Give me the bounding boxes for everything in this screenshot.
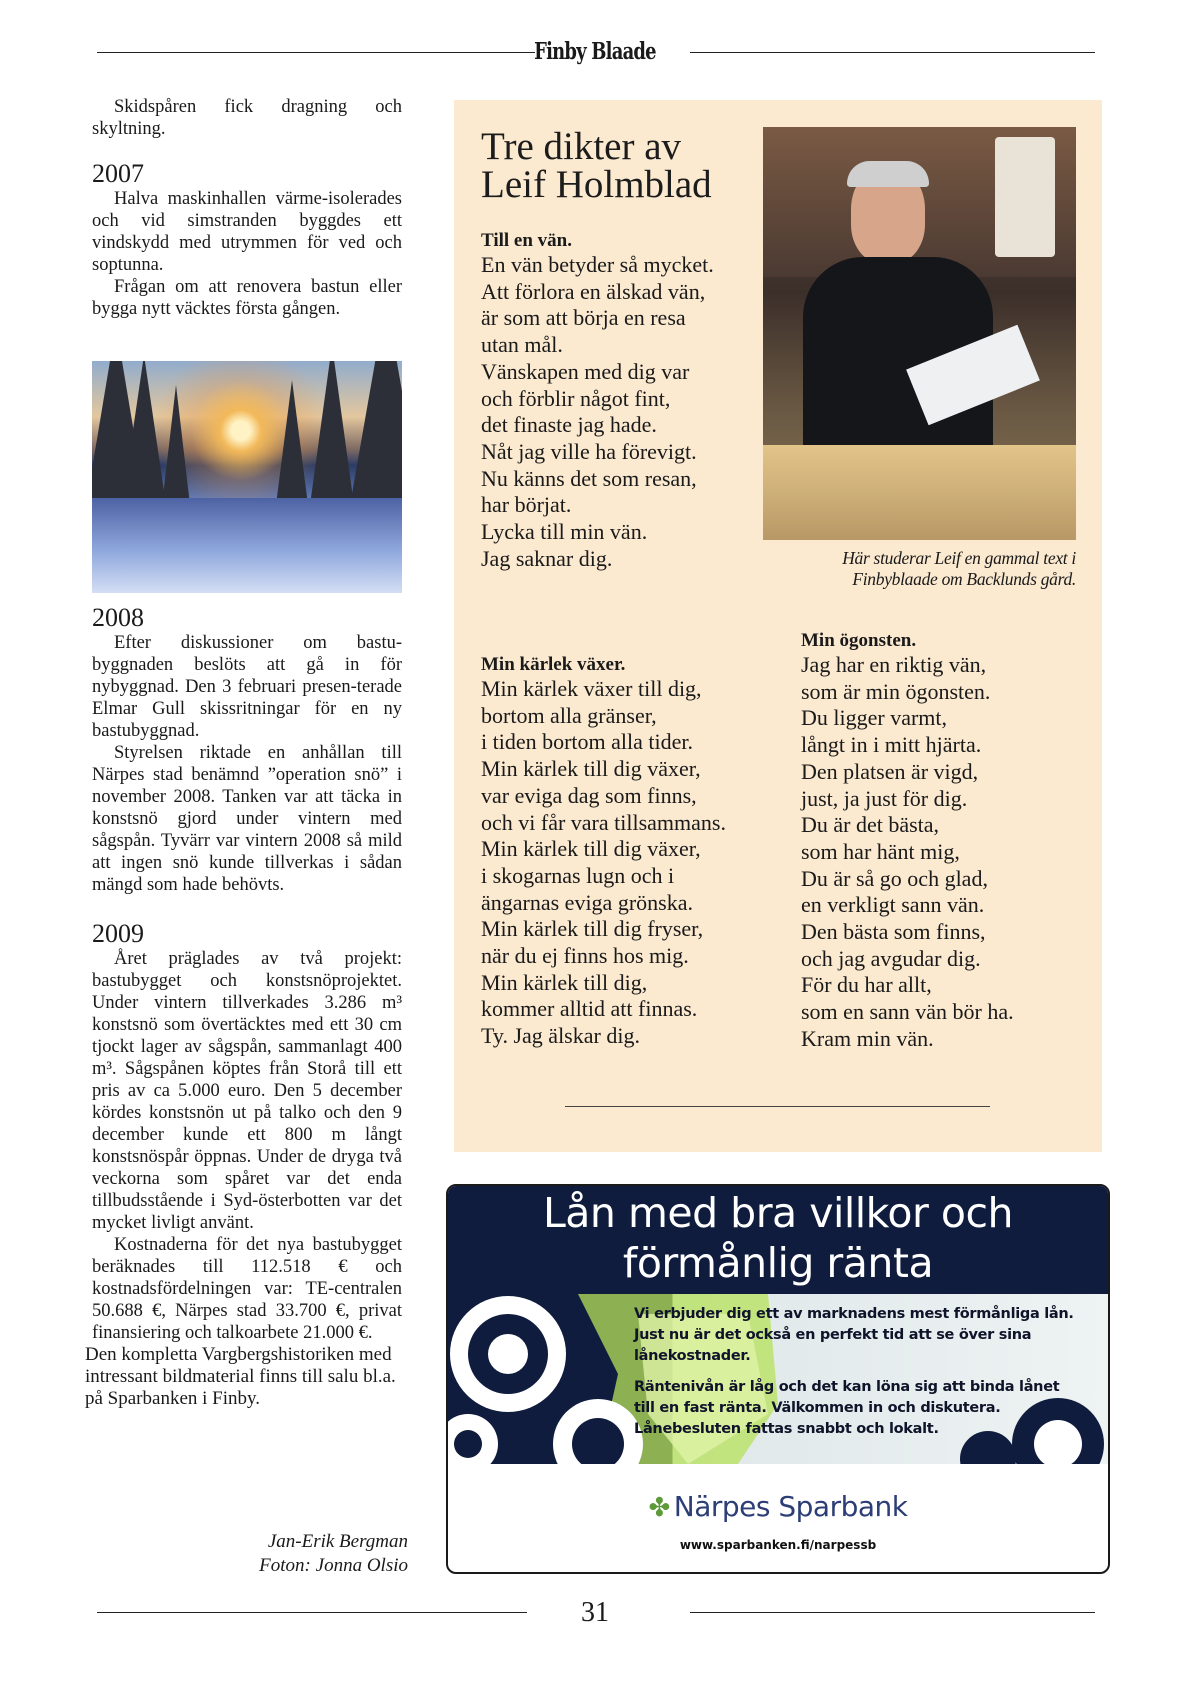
poem-line: som en sann vän bör ha. — [801, 999, 1014, 1025]
byline-author: Jan-Erik Bergman — [267, 1531, 408, 1552]
poem-line: För du har allt, — [801, 972, 932, 998]
poem-line: och förblir något fint, — [481, 385, 671, 411]
poem-line: Du är så go och glad, — [801, 865, 988, 891]
poem-heading: Till en vän. — [481, 230, 572, 251]
poem-line: Nu känns det som resan, — [481, 465, 697, 491]
poem-line: Jag saknar dig. — [481, 545, 613, 571]
poem-line: just, ja just för dig. — [801, 785, 968, 811]
ad-headline-line-1: Lån med bra villkor och — [542, 1189, 1014, 1237]
photo-caption — [763, 548, 1076, 590]
poem-line: Min kärlek växer till dig, — [481, 676, 702, 701]
poem-line: Min kärlek till dig, — [481, 969, 648, 995]
poem-line: Den platsen är vigd, — [801, 758, 979, 784]
ad-body-paragraph-1: Vi erbjuder dig ett av marknadens mest förmånliga lån. Just nu är det också en perfekt tid att se över sina lånekostnader. — [634, 1306, 1074, 1364]
poem-line: Min kärlek till dig växer, — [481, 756, 701, 782]
paragraph-2009-2: Kostnaderna för det nya bastubygget beräknades till 112.518 € och kostnadsfördelningen var: TE-centralen 50.688 €, Närpes stad 33.700 €, privat finansiering och talkoarbete 21.000 €. — [92, 1235, 402, 1343]
poem-line: en verkligt sann vän. — [801, 892, 985, 918]
poem-title-line-2: Leif Holmblad — [481, 163, 712, 206]
poem-line: Jag har en riktig vän, — [801, 652, 987, 677]
poem-line: Nåt jag ville ha förevigt. — [481, 438, 697, 464]
bank-url[interactable]: www.sparbanken.fi/narpessb — [679, 1538, 877, 1552]
poem-line: det finaste jag hade. — [481, 412, 657, 438]
poem-line: långt in i mitt hjärta. — [801, 732, 982, 758]
paragraph-2009-1: Året präglades av två projekt: bastubygget och konstsnöprojektet. Under vintern tillverkades 3.286 m³ konstsnö som övertäcktes med ett 30 cm tjockt lager av sågspån, sammanlagt 400 m³. Sågspånen köptes från Storå till ett pris av ca 5.000 euro. Den 5 december kördes konstsnön ut på talko och den 9 december kunde ett 800 m långt konstsnöspår öppnas. Under de dryga två veckorna som spåret var det enda tillbudsstående i Syd-österbotten var det mycket livligt använt. — [92, 949, 402, 1233]
leif-holmblad-photo — [763, 127, 1076, 540]
bank-name: Närpes Sparbank — [673, 1490, 908, 1523]
footer-rule-right — [690, 1612, 1095, 1613]
byline-photo-credit: Foton: Jonna Olsio — [259, 1555, 408, 1576]
poem-min-karlek-vaxer — [481, 654, 726, 1050]
poem-line: är som att börja en resa — [481, 305, 686, 331]
poem-box-divider — [565, 1106, 990, 1107]
poem-heading: Min ögonsten. — [801, 630, 917, 651]
poem-line: utan mål. — [481, 332, 563, 358]
poem-line: Lycka till min vän. — [481, 519, 648, 545]
ad-body-paragraph-2: Räntenivån är låg och det kan löna sig att binda lånet till en fast ränta. Välkommen in och diskutera. Lånebesluten fattas snabbt och lokalt. — [634, 1379, 1060, 1437]
year-heading-2008: 2008 — [92, 603, 144, 632]
poem-line: Du är det bästa, — [801, 812, 940, 838]
header-rule-right — [690, 52, 1095, 53]
poem-line: var eviga dag som finns, — [481, 782, 697, 808]
paragraph-2007-2: Frågan om att renovera bastun eller bygga nytt väcktes första gången. — [92, 277, 402, 319]
poem-line: som har hänt mig, — [801, 838, 960, 864]
bank-logo — [448, 1490, 1108, 1523]
poem-line: ängarnas eviga grönska. — [481, 889, 693, 915]
poem-line: har börjat. — [481, 492, 572, 518]
paragraph-2007-1: Halva maskinhallen värme-isolerades och vid simstranden byggdes ett vindskydd med utrymmen för ved och soptunna. — [92, 189, 402, 275]
running-header: Finby Blaade — [534, 38, 656, 65]
byline — [92, 1530, 408, 1578]
sparbank-advertisement — [446, 1184, 1110, 1574]
closing-paragraph: Den kompletta Vargbergshistoriken med intressant bildmaterial finns till salu bl.a. på Sparbanken i Finby. — [85, 1344, 396, 1409]
poem-min-ogonsten — [801, 630, 1014, 1053]
paragraph-2008-2: Styrelsen riktade en anhållan till Närpes stad benämnd ”operation snö” i november 2008. Tanken var att täcka in konstsnö gjord under vintern med sågspån. Tyvärr var vintern 2008 så mild att ingen snö kunde tillverkas i sådan mängd som hade behövts. — [92, 743, 402, 895]
poem-line: i tiden bortom alla tider. — [481, 729, 694, 755]
poem-line: som är min ögonsten. — [801, 678, 991, 704]
poem-line: bortom alla gränser, — [481, 702, 657, 728]
left-column-lower — [85, 603, 402, 1410]
poem-line: Min kärlek till dig växer, — [481, 836, 701, 862]
winter-forest-photo — [92, 361, 402, 593]
ad-headline-line-2: förmånlig ränta — [622, 1239, 934, 1287]
year-heading-2009: 2009 — [92, 919, 144, 948]
poem-line: och vi får vara tillsammans. — [481, 809, 726, 835]
poem-line: och jag avgudar dig. — [801, 945, 981, 971]
ad-body-text — [634, 1304, 1074, 1450]
poem-heading: Min kärlek växer. — [481, 654, 626, 675]
ad-headline — [448, 1188, 1108, 1288]
paragraph-2008-1: Efter diskussioner om bastu-byggnaden beslöts att gå in för nybyggnad. Den 3 februari presen-terade Elmar Gull skissritningar för en ny bastubyggnad. — [92, 633, 402, 741]
poem-line: kommer alltid att finnas. — [481, 996, 698, 1022]
caption-line-1: Här studerar Leif en gammal text i — [842, 548, 1076, 568]
poem-till-en-van — [481, 230, 714, 572]
poem-line: En vän betyder så mycket. — [481, 252, 714, 277]
poem-title-line-1: Tre dikter av — [481, 125, 682, 168]
year-heading-2007: 2007 — [92, 159, 144, 188]
poem-line: Ty. Jag älskar dig. — [481, 1023, 640, 1049]
poem-line: Vänskapen med dig var — [481, 358, 690, 384]
intro-paragraph: Skidspåren fick dragning och skyltning. — [92, 97, 402, 139]
caption-line-2: Finbyblaade om Backlunds gård. — [852, 569, 1076, 589]
clover-logo-icon: ✤ — [648, 1493, 670, 1523]
page-number: 31 — [581, 1597, 609, 1628]
poem-section-title — [481, 125, 712, 206]
left-column — [92, 96, 402, 320]
poem-line: Den bästa som finns, — [801, 919, 986, 945]
poem-line: Min kärlek till dig fryser, — [481, 916, 704, 942]
poem-line: när du ej finns hos mig. — [481, 943, 689, 969]
poem-line: Kram min vän. — [801, 1025, 934, 1051]
poem-line: Att förlora en älskad vän, — [481, 278, 706, 304]
poem-line: Du ligger varmt, — [801, 705, 948, 731]
poem-line: i skogarnas lugn och i — [481, 862, 675, 888]
